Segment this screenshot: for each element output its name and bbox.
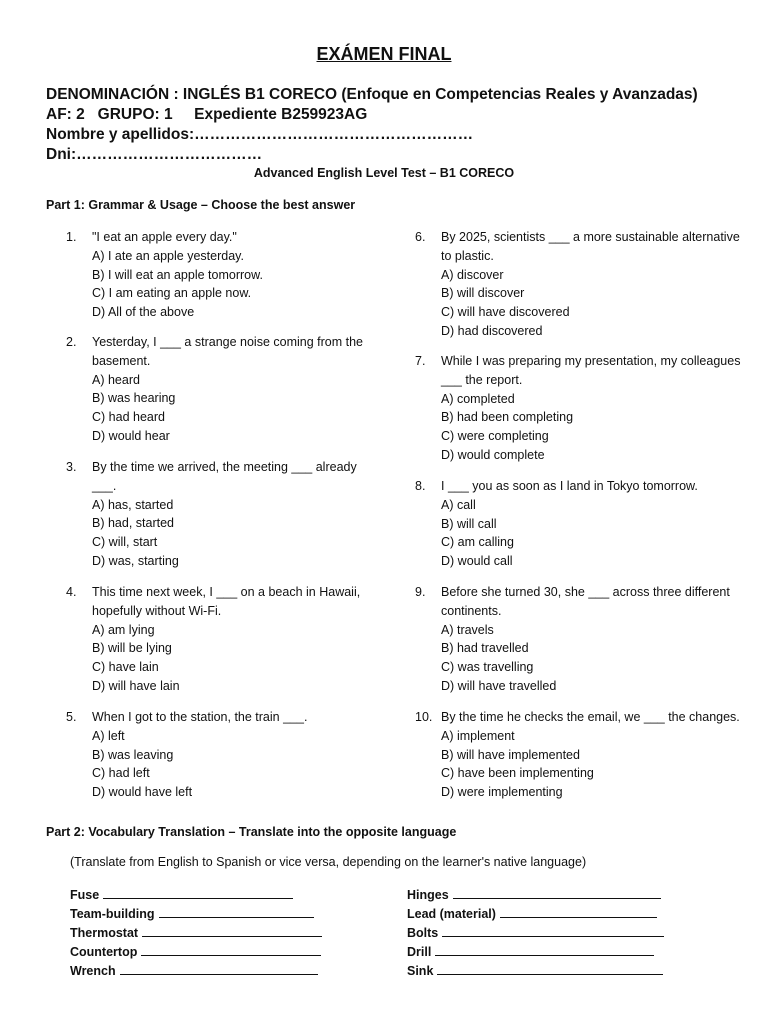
question-number: 5. xyxy=(66,710,77,724)
vocab-item xyxy=(70,886,322,905)
vocab-word: Hinges xyxy=(407,888,449,902)
answer-option[interactable]: B) had, started xyxy=(92,516,174,531)
question-5 xyxy=(66,708,382,802)
answer-option[interactable]: D) were implementing xyxy=(441,785,563,800)
vocab-item xyxy=(407,943,664,962)
answer-blank[interactable] xyxy=(435,943,654,956)
vocab-item xyxy=(407,886,664,905)
vocab-item xyxy=(407,962,664,981)
answer-option[interactable]: B) was hearing xyxy=(92,391,176,406)
answer-option[interactable]: B) had been completing xyxy=(441,410,574,425)
question-number: 1. xyxy=(66,230,77,244)
vocab-item xyxy=(70,924,322,943)
answer-option[interactable]: D) was, starting xyxy=(92,553,179,568)
question-text: By 2025, scientists ___ a more sustainable alternative to plastic. xyxy=(441,230,740,263)
answer-option[interactable]: A) implement xyxy=(441,728,515,743)
answer-option[interactable]: D) would have left xyxy=(92,785,193,800)
vocab-item xyxy=(407,905,664,924)
question-number: 7. xyxy=(415,354,426,368)
question-9 xyxy=(415,583,741,696)
answer-blank[interactable] xyxy=(141,943,321,956)
answer-option[interactable]: B) will be lying xyxy=(92,641,172,656)
vocab-word: Lead (material) xyxy=(407,907,496,921)
answer-option[interactable]: D) would complete xyxy=(441,447,545,462)
question-text: By the time he checks the email, we ___ the changes. xyxy=(441,710,740,724)
vocab-word: Bolts xyxy=(407,926,439,940)
answer-option[interactable]: D) will have travelled xyxy=(441,678,557,693)
question-6 xyxy=(415,228,741,341)
vocab-word: Team-building xyxy=(70,907,155,921)
answer-option[interactable]: A) has, started xyxy=(92,497,174,512)
group-info: AF: 2 GRUPO: 1 Expediente B259923AG xyxy=(46,106,368,123)
vocab-word: Thermostat xyxy=(70,926,139,940)
answer-option[interactable]: C) were completing xyxy=(441,429,549,444)
question-text: Yesterday, I ___ a strange noise coming from the basement. xyxy=(92,335,363,368)
dni-field: Dni:……………………………… xyxy=(46,146,263,163)
answer-option[interactable]: D) All of the above xyxy=(92,305,195,320)
answer-option[interactable]: C) will have discovered xyxy=(441,305,570,320)
question-8 xyxy=(415,477,741,571)
test-subtitle: Advanced English Level Test – B1 CORECO xyxy=(253,166,515,180)
question-number: 9. xyxy=(415,585,426,599)
vocab-left-column xyxy=(70,886,322,981)
answer-option[interactable]: A) I ate an apple yesterday. xyxy=(92,248,244,263)
question-text: Before she turned 30, she ___ across three different continents. xyxy=(441,585,730,618)
answer-option[interactable]: C) have lain xyxy=(92,660,159,675)
answer-blank[interactable] xyxy=(442,924,664,937)
answer-option[interactable]: A) am lying xyxy=(92,622,155,637)
part2-instructions: (Translate from English to Spanish or vice versa, depending on the learner's native language) xyxy=(70,855,587,869)
answer-option[interactable]: B) was leaving xyxy=(92,747,174,762)
answer-option[interactable]: C) had heard xyxy=(92,410,165,425)
answer-option[interactable]: C) have been implementing xyxy=(441,766,594,781)
question-3 xyxy=(66,458,382,571)
answer-blank[interactable] xyxy=(142,924,322,937)
question-text: I ___ you as soon as I land in Tokyo tomorrow. xyxy=(441,479,698,493)
question-text: While I was preparing my presentation, my colleagues ___ the report. xyxy=(441,354,741,387)
course-denomination: DENOMINACIÓN : INGLÉS B1 CORECO (Enfoque en Competencias Reales y Avanzadas) xyxy=(46,86,698,103)
vocab-word: Sink xyxy=(407,964,434,978)
answer-blank[interactable] xyxy=(500,905,657,918)
vocab-word: Fuse xyxy=(70,888,100,902)
answer-option[interactable]: A) completed xyxy=(441,391,515,406)
answer-option[interactable]: D) will have lain xyxy=(92,678,180,693)
question-text: This time next week, I ___ on a beach in Hawaii, hopefully without Wi-Fi. xyxy=(92,585,361,618)
answer-blank[interactable] xyxy=(120,962,318,975)
question-number: 10. xyxy=(415,710,433,724)
answer-blank[interactable] xyxy=(159,905,314,918)
answer-option[interactable]: C) I am eating an apple now. xyxy=(92,286,252,301)
part1-title: Part 1: Grammar & Usage – Choose the best answer xyxy=(46,198,356,212)
answer-option[interactable]: A) discover xyxy=(441,267,504,282)
answer-option[interactable]: C) am calling xyxy=(441,535,514,550)
answer-option[interactable]: A) heard xyxy=(92,372,140,387)
question-number: 2. xyxy=(66,335,77,349)
vocab-right-column xyxy=(407,886,664,981)
question-number: 3. xyxy=(66,460,77,474)
part2-title: Part 2: Vocabulary Translation – Translate into the opposite language xyxy=(46,825,457,839)
name-field: Nombre y apellidos:……………………………………………… xyxy=(46,126,474,143)
answer-blank[interactable] xyxy=(103,886,293,899)
question-7 xyxy=(415,352,741,465)
exam-title: EXÁMEN FINAL xyxy=(316,44,452,64)
vocab-word: Wrench xyxy=(70,964,116,978)
vocab-item xyxy=(407,924,664,943)
vocab-item xyxy=(70,905,322,924)
answer-option[interactable]: D) would hear xyxy=(92,428,170,443)
answer-option[interactable]: B) will have implemented xyxy=(441,747,580,762)
vocab-item xyxy=(70,962,322,981)
answer-option[interactable]: B) will discover xyxy=(441,286,525,301)
answer-option[interactable]: B) will call xyxy=(441,516,497,531)
answer-option[interactable]: C) had left xyxy=(92,766,150,781)
answer-option[interactable]: A) travels xyxy=(441,622,494,637)
vocab-item xyxy=(70,943,322,962)
question-number: 4. xyxy=(66,585,77,599)
question-10 xyxy=(415,708,741,802)
answer-option[interactable]: C) will, start xyxy=(92,535,158,550)
question-text: By the time we arrived, the meeting ___ already ___. xyxy=(92,460,357,493)
answer-blank[interactable] xyxy=(437,962,663,975)
answer-option[interactable]: D) would call xyxy=(441,554,513,569)
question-number: 8. xyxy=(415,479,426,493)
answer-option[interactable]: D) had discovered xyxy=(441,323,543,338)
answer-option[interactable]: B) I will eat an apple tomorrow. xyxy=(92,267,263,282)
question-number: 6. xyxy=(415,230,426,244)
answer-option[interactable]: A) left xyxy=(92,728,125,743)
vocab-word: Drill xyxy=(407,945,432,959)
vocab-word: Countertop xyxy=(70,945,138,959)
answer-blank[interactable] xyxy=(453,886,661,899)
question-text: When I got to the station, the train ___. xyxy=(92,710,308,724)
question-2 xyxy=(66,333,382,446)
answer-option[interactable]: B) had travelled xyxy=(441,641,529,656)
answer-option[interactable]: C) was travelling xyxy=(441,660,534,675)
question-4 xyxy=(66,583,382,696)
question-text: "I eat an apple every day." xyxy=(92,230,237,244)
question-1 xyxy=(66,228,382,322)
answer-option[interactable]: A) call xyxy=(441,497,476,512)
